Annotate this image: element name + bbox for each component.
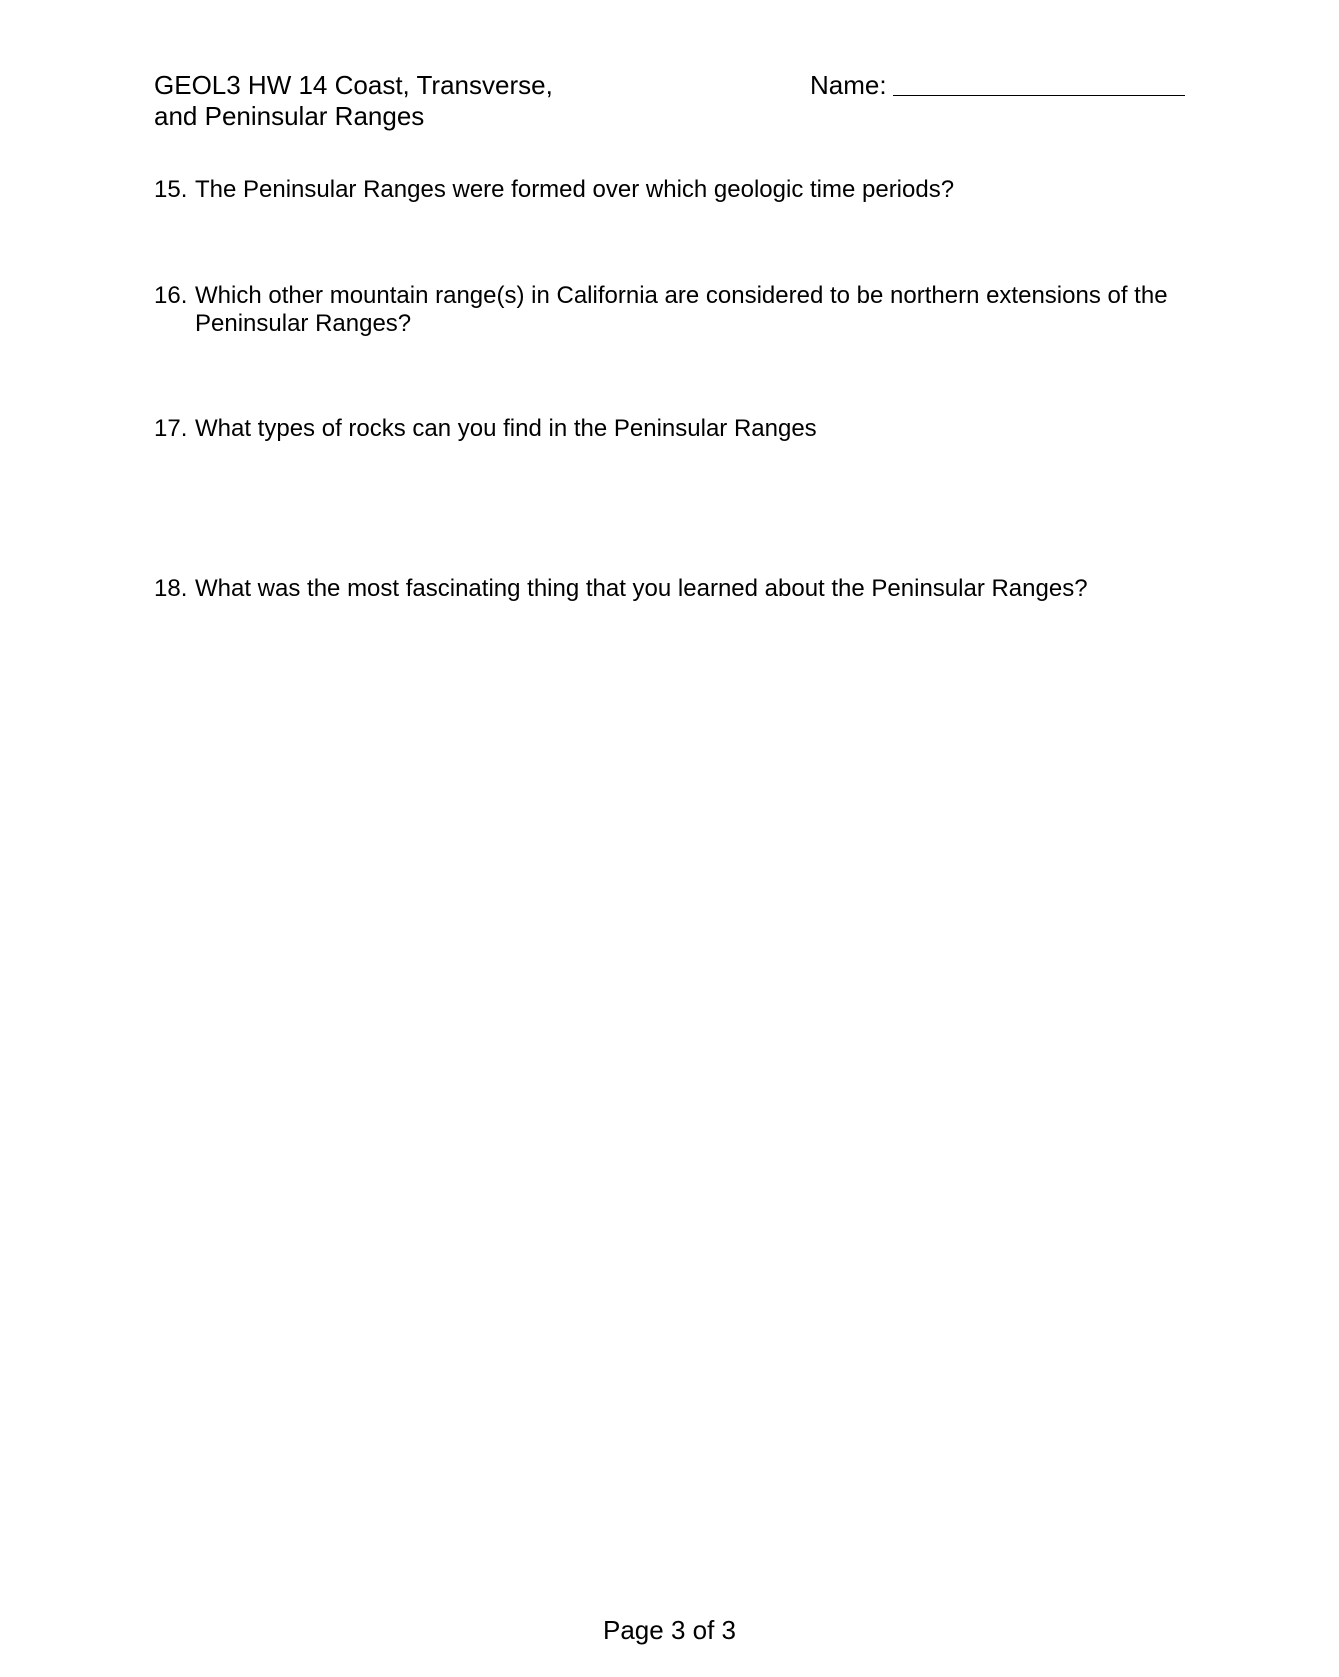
- question-number: 16.: [154, 282, 188, 309]
- question-text: What was the most fascinating thing that you learned about the Peninsular Ranges?: [195, 575, 1088, 602]
- question-number: 15.: [154, 176, 188, 203]
- title-line-1: GEOL3 HW 14 Coast, Transverse,: [154, 70, 553, 100]
- question-17: [154, 415, 1194, 443]
- name-blank-line: [893, 94, 1185, 96]
- question-text: Which other mountain range(s) in California are considered to be northern extensions of the Peninsular Ranges?: [195, 282, 1168, 337]
- page-number: Page 3 of 3: [603, 1615, 736, 1645]
- title-line-2: and Peninsular Ranges: [154, 101, 425, 131]
- question-18: [154, 575, 1194, 603]
- name-field: [810, 70, 1185, 101]
- question-number: 18.: [154, 575, 188, 602]
- question-16: [154, 282, 1194, 338]
- question-number: 17.: [154, 415, 188, 442]
- question-text: What types of rocks can you find in the Peninsular Ranges: [195, 415, 817, 442]
- name-label: Name:: [810, 70, 887, 100]
- question-text: The Peninsular Ranges were formed over which geologic time periods?: [195, 176, 955, 203]
- worksheet-title: [154, 70, 634, 132]
- question-15: [154, 176, 1194, 204]
